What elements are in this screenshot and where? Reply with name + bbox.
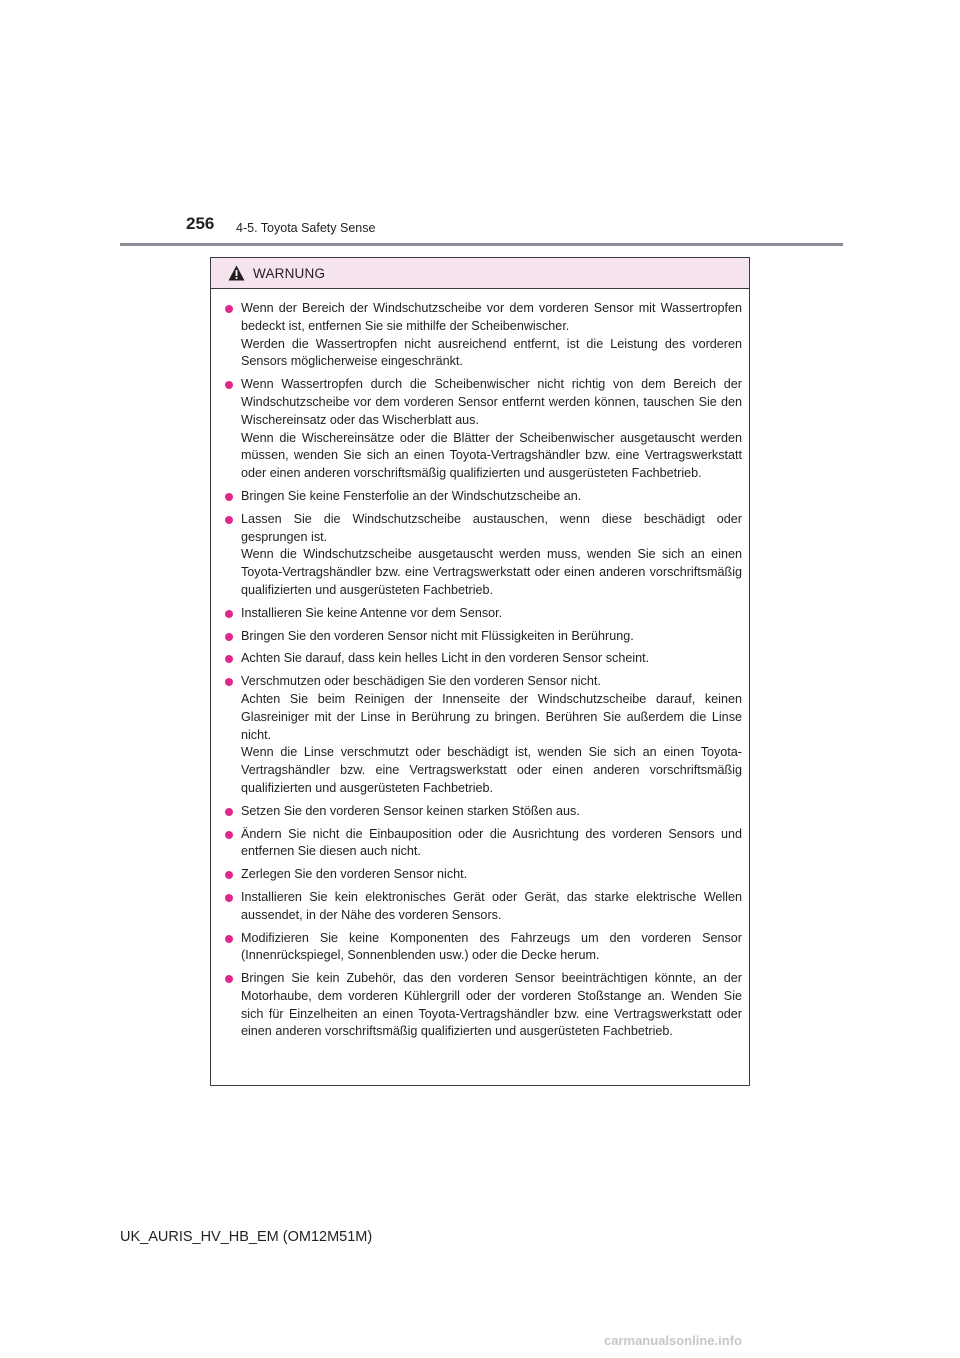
- warning-list-item: [225, 930, 742, 966]
- bullet-icon: [225, 516, 233, 524]
- warning-list-item: [225, 803, 742, 821]
- warning-item-text: [241, 866, 742, 884]
- warning-list-item: [225, 673, 742, 798]
- warning-item-text: [241, 803, 742, 821]
- warning-title: WARNUNG: [253, 265, 326, 281]
- warning-paragraph: Werden die Wassertropfen nicht ausreichend entfernt, ist die Leistung des vorderen Sensors möglicherweise eingeschränkt.: [241, 336, 742, 369]
- warning-paragraph: Setzen Sie den vorderen Sensor keinen starken Stößen aus.: [241, 803, 580, 818]
- warning-list-item: [225, 511, 742, 600]
- warning-list-item: [225, 300, 742, 371]
- warning-list-item: [225, 650, 742, 668]
- bullet-icon: [225, 655, 233, 663]
- warning-paragraph: Achten Sie darauf, dass kein helles Licht in den vorderen Sensor scheint.: [241, 651, 650, 666]
- bullet-icon: [225, 935, 233, 943]
- bullet-icon: [225, 975, 233, 983]
- warning-item-text: [241, 511, 742, 600]
- warning-paragraph: Zerlegen Sie den vorderen Sensor nicht.: [241, 867, 468, 882]
- bullet-icon: [225, 610, 233, 618]
- bullet-icon: [225, 305, 233, 313]
- warning-list-item: [225, 889, 742, 925]
- warning-paragraph: Wenn die Linse verschmutzt oder beschädigt ist, wenden Sie sich an einen Toyota-Vertragshändler bzw. eine Vertragswerkstatt oder einen anderen vorschriftsmäßig qualifizierten und ausgerüsteten Fachbetrieb.: [241, 745, 742, 795]
- warning-paragraph: Bringen Sie kein Zubehör, das den vorderen Sensor beeinträchtigen könnte, an der Motorhaube, dem vorderen Kühlergrill oder der vorderen Stoßstange an. Wenden Sie sich für Einzelheiten an einen Toyota-Vertragshändler bzw. eine Vertragswerkstatt oder einen anderen vorschriftsmäßig qualifizierten und ausgerüsteten Fachbetrieb.: [241, 971, 742, 1039]
- warning-list-item: [225, 866, 742, 884]
- bullet-icon: [225, 493, 233, 501]
- warning-header: [211, 258, 749, 289]
- warning-item-text: [241, 650, 742, 668]
- warning-list-item: [225, 826, 742, 862]
- warning-paragraph: Verschmutzen oder beschädigen Sie den vorderen Sensor nicht.: [241, 674, 601, 689]
- bullet-icon: [225, 831, 233, 839]
- warning-item-text: [241, 300, 742, 371]
- watermark: carmanualsonline.info: [604, 1333, 742, 1348]
- warning-paragraph: Bringen Sie keine Fensterfolie an der Windschutzscheibe an.: [241, 488, 582, 503]
- warning-item-text: [241, 826, 742, 862]
- warning-paragraph: Ändern Sie nicht die Einbauposition oder die Ausrichtung des vorderen Sensors und entfernen Sie diesen auch nicht.: [241, 826, 742, 859]
- warning-list-item: [225, 628, 742, 646]
- bullet-icon: [225, 678, 233, 686]
- header-divider: [120, 243, 843, 246]
- warning-item-text: [241, 970, 742, 1041]
- warning-list-item: [225, 970, 742, 1041]
- bullet-icon: [225, 381, 233, 389]
- warning-paragraph: Lassen Sie die Windschutzscheibe austauschen, wenn diese beschädigt oder gesprungen ist.: [241, 511, 742, 544]
- warning-item-text: [241, 889, 742, 925]
- warning-list: [211, 289, 749, 1041]
- warning-item-text: [241, 605, 742, 623]
- warning-paragraph: Wenn die Wischereinsätze oder die Blätter der Scheibenwischer ausgetauscht werden müssen, wenden Sie sich an einen Toyota-Vertragshändler bzw. eine Vertragswerkstatt oder einen anderen vorschriftsmäßig qualifizierten und ausgerüsteten Fachbetrieb.: [241, 430, 742, 481]
- warning-paragraph: Wenn die Windschutzscheibe ausgetauscht werden muss, wenden Sie sich an einen Toyota-Vertragshändler bzw. eine Vertragswerkstatt oder einen anderen vorschriftsmäßig qualifizierten und ausgerüsteten Fachbetrieb.: [241, 547, 742, 597]
- footer-model-code: UK_AURIS_HV_HB_EM (OM12M51M): [120, 1229, 373, 1245]
- warning-list-item: [225, 488, 742, 506]
- warning-paragraph: Bringen Sie den vorderen Sensor nicht mit Flüssigkeiten in Berührung.: [241, 628, 634, 643]
- warning-item-text: [241, 673, 742, 798]
- warning-paragraph: Wenn der Bereich der Windschutzscheibe vor dem vorderen Sensor mit Wassertropfen bedeckt ist, entfernen Sie sie mithilfe der Scheibenwischer.: [241, 301, 742, 333]
- warning-item-text: [241, 628, 742, 646]
- bullet-icon: [225, 633, 233, 641]
- warning-paragraph: Installieren Sie keine Antenne vor dem Sensor.: [241, 605, 503, 620]
- warning-item-text: [241, 930, 742, 966]
- warning-paragraph: Modifizieren Sie keine Komponenten des Fahrzeugs um den vorderen Sensor (Innenrückspiegel, Sonnenblenden usw.) oder die Decke herum.: [241, 930, 742, 963]
- warning-triangle-icon: [228, 265, 245, 281]
- bullet-icon: [225, 894, 233, 902]
- warning-item-text: [241, 376, 742, 483]
- bullet-icon: [225, 808, 233, 816]
- warning-list-item: [225, 376, 742, 483]
- warning-paragraph: Achten Sie beim Reinigen der Innenseite der Windschutzscheibe darauf, keinen Glasreiniger mit der Linse in Berührung zu bringen. Berühren Sie außerdem die Linse nicht.: [241, 691, 742, 742]
- bullet-icon: [225, 871, 233, 879]
- warning-paragraph: Wenn Wassertropfen durch die Scheibenwischer nicht richtig von dem Bereich der Windschutzscheibe vor dem vorderen Sensor entfernt werden können, tauschen Sie den Wischereinsatz oder das Wischerblatt aus.: [241, 377, 742, 427]
- warning-item-text: [241, 488, 742, 506]
- warning-list-item: [225, 605, 742, 623]
- warning-box: [210, 257, 750, 1086]
- warning-paragraph: Installieren Sie kein elektronisches Gerät oder Gerät, das starke elektrische Wellen aussendet, in der Nähe des vorderen Sensors.: [241, 889, 742, 922]
- section-title: 4-5. Toyota Safety Sense: [236, 221, 376, 235]
- page-number: 256: [186, 214, 215, 233]
